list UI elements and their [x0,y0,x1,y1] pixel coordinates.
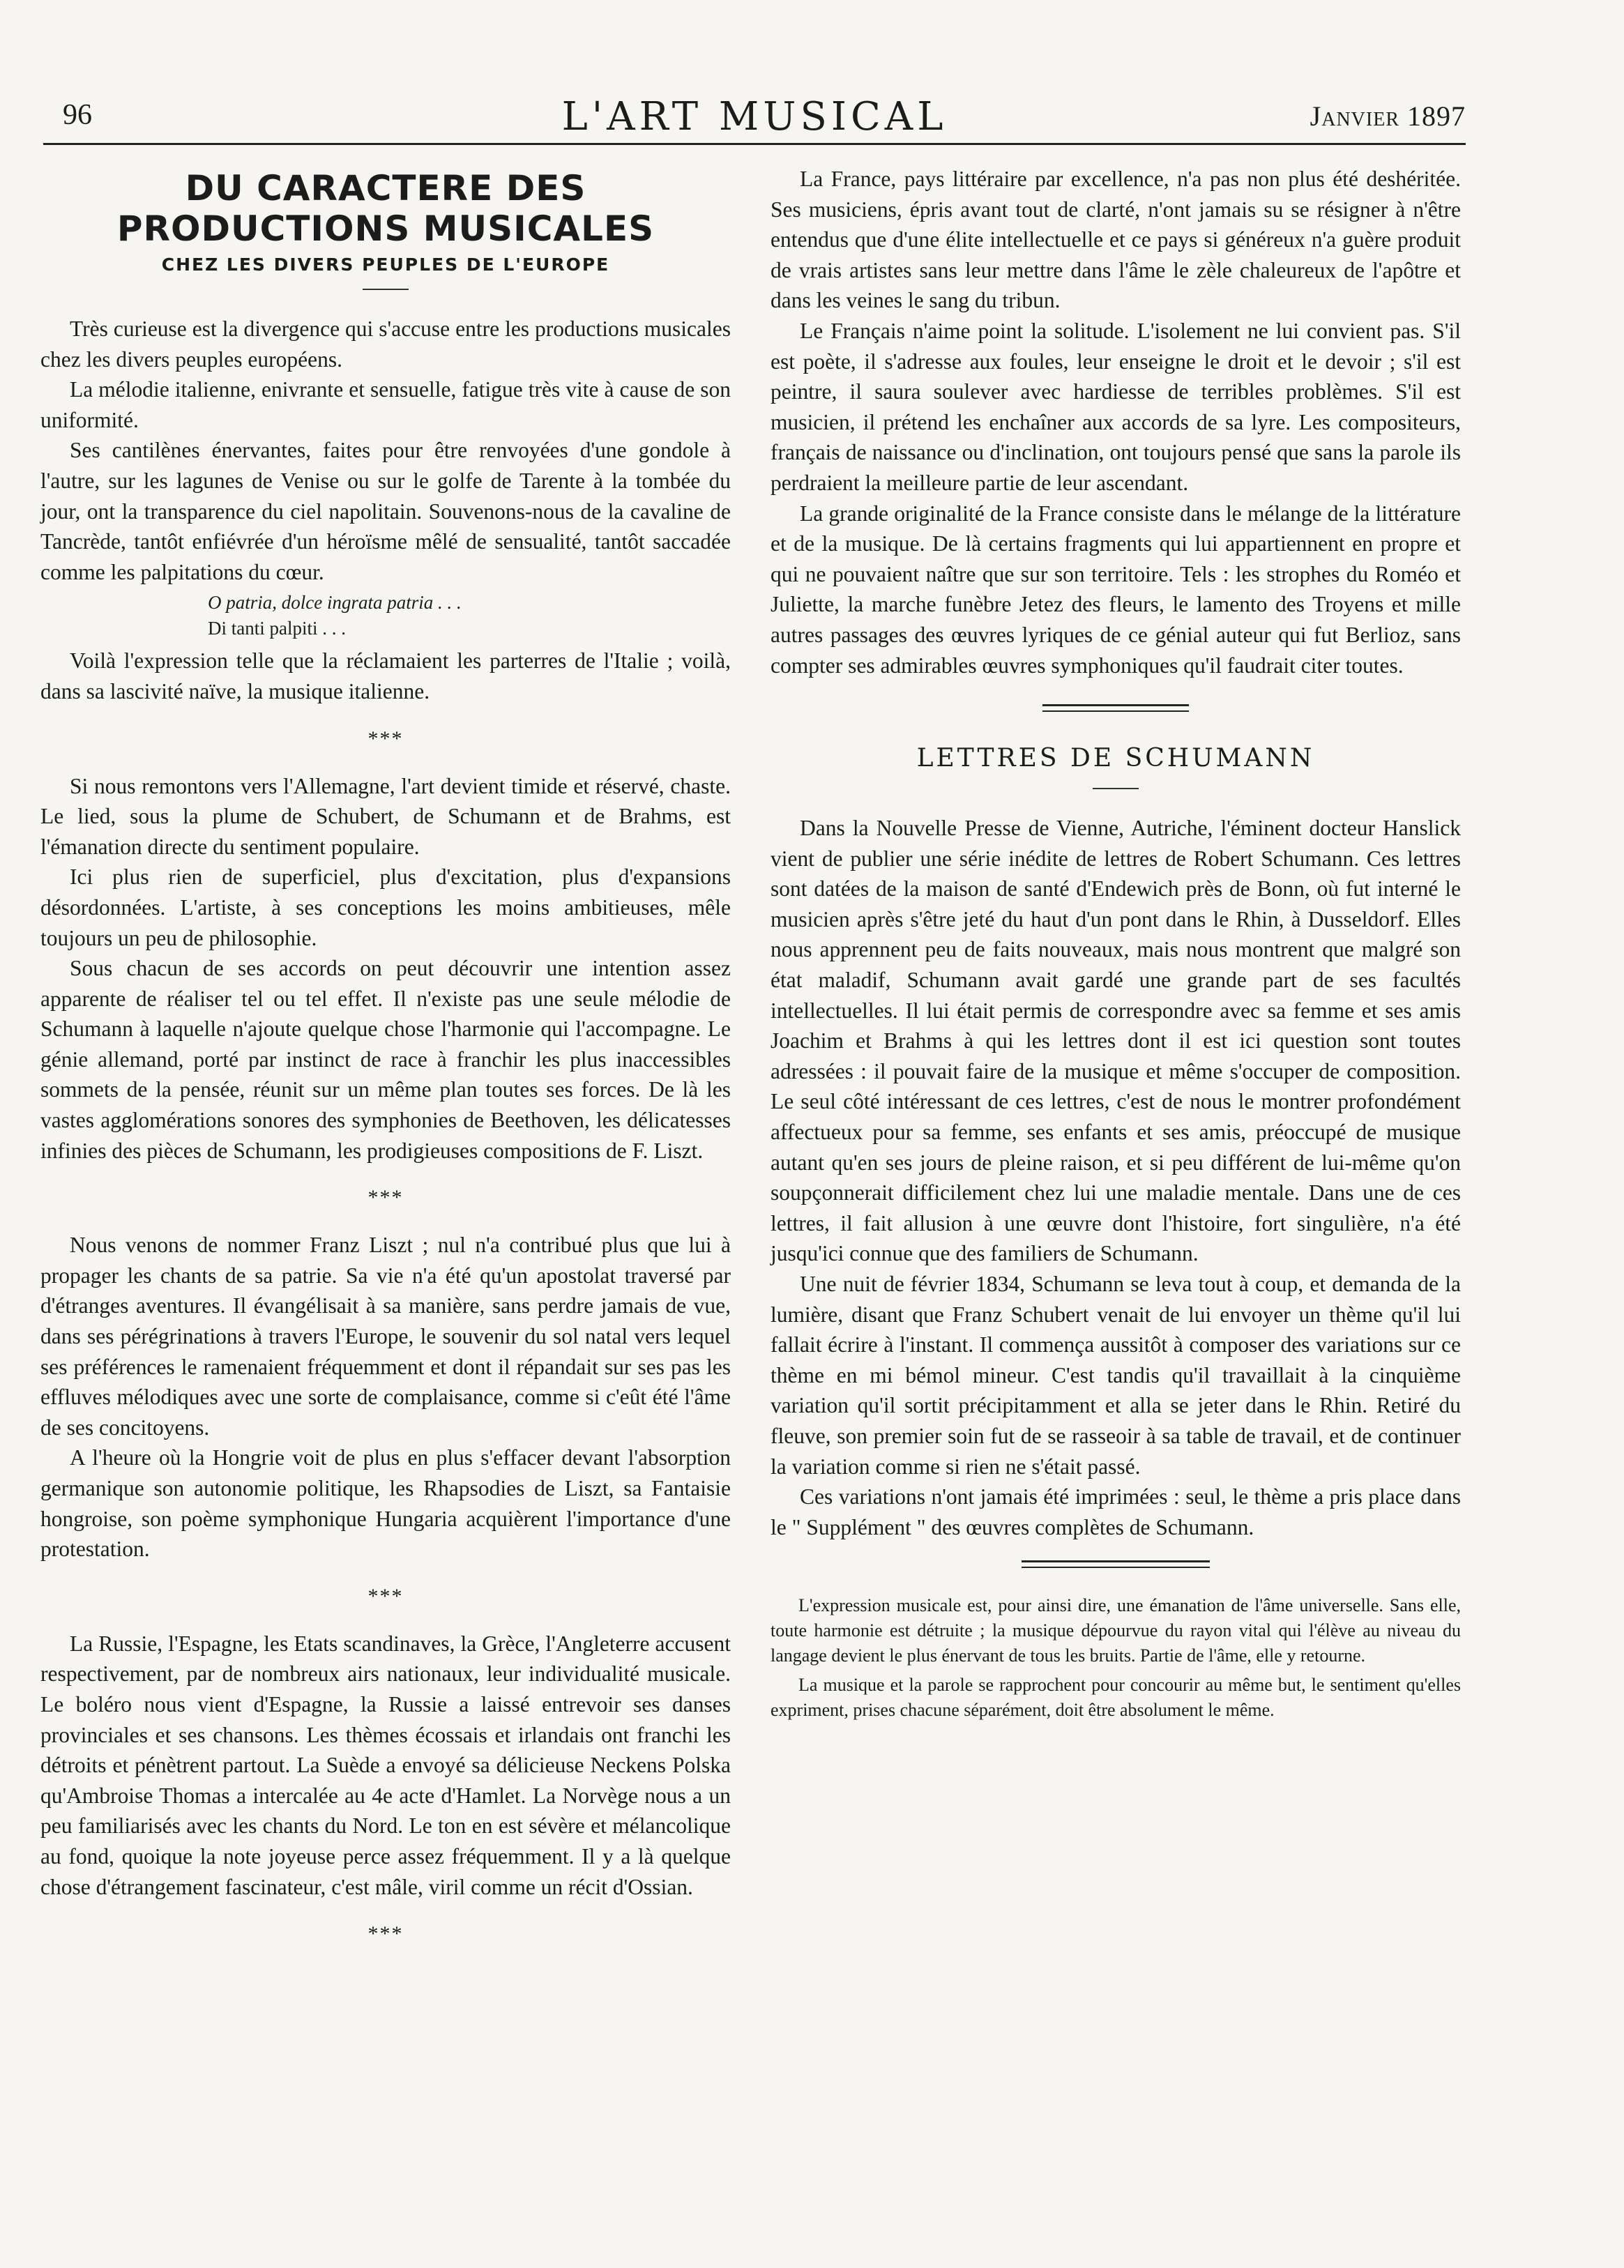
section-asterism: *** [367,1922,404,1946]
note-paragraph: L'expression musicale est, pour ainsi dire, une émanation de l'âme universelle. Sans elle, toute harmonie est détruite ; la musique dépourvue du rayon vital qui l'élève au niveau du langage devient le plus énervant de tous les bruits. Partie de l'âme, elle y retourne. [771,1595,1461,1666]
paragraph: A l'heure où la Hongrie voit de plus en plus s'effacer devant l'absorption germanique son autonomie politique, les Rhapsodies de Liszt, sa Fantaisie hongroise, son poème symphonique Hungaria acquièrent l'importance d'une protestation. [40,1445,731,1562]
header-rule [43,143,1466,145]
paragraph: Le Français n'aime point la solitude. L'isolement ne lui convient pas. S'il est poète, il s'adresse aux foules, leur enseigne le droit et le devoir ; s'il est peintre, il saura soulever avec hardiesse de terribles problèmes. S'il est musicien, il prétend les enchaîner aux accords de sa lyre. Les compositeurs, français de naissance ou d'inclination, ont toujours pensé que sans la parole ils perdraient la meilleure partie de leur ascendant. [771,318,1461,495]
page-header [43,94,1466,143]
paragraph: Sous chacun de ses accords on peut découvrir une intention assez apparente de réaliser tel ou tel effet. Il n'existe pas une seule mélodie de Schumann à laquelle n'ajoute quelque chose l'harmonie qui l'accompagne. Le génie allemand, porté par instinct de race à franchir les plus inaccessibles sommets de la pensée, réunit sur un même plan toutes ses forces. De là les vastes agglomérations sonores des symphonies de Beethoven, les délicatesses infinies des pièces de Schumann, les prodigieuses compositions de F. Liszt. [40,956,731,1163]
verse-line: Di tanti palpiti . . . [208,618,346,639]
article-title: DU CARACTERE DES PRODUCTIONS MUSICALES [116,168,655,249]
paragraph: La France, pays littéraire par excellence, n'a pas non plus été deshéritée. Ses musiciens, épris avant tout de clarté, n'ont jamais su se résigner à n'être entendus que d'une élite intellectuelle et ce pays si généreux n'a guère produit de vrais artistes sans leur mettre dans l'âme le zèle chaleureux de l'apôtre et dans les veines le sang du tribun. [771,167,1461,313]
section-double-rule [1042,704,1189,712]
paragraph: Une nuit de février 1834, Schumann se leva tout à coup, et demanda de la lumière, disant que Franz Schubert venait de lui envoyer un thème qu'il lui fallait écrire à l'instant. Il commença aussitôt à composer des variations sur ce thème en mi bémol mineur. C'est tandis qu'il travaillait à la cinquième variation qu'il sortit précipitamment et alla se jeter dans le Rhin. Retiré du fleuve, son premier soin fut de se rasseoir à sa table de travail, et de continuer la variation comme si rien ne s'était passé. [771,1272,1461,1479]
section-asterism: *** [367,1186,404,1210]
paragraph: La grande originalité de la France consiste dans le mélange de la littérature et de la musique. De là certains fragments qui lui appartiennent en propre et qui ne pouvaient naître que sur son territoire. Tels : les strophes du Roméo et Juliette, la marche funèbre Jetez des fleurs, le lamento des Troyens et mille autres passages des œuvres lyriques de ce génial auteur qui fut Berlioz, sans compter ses admirables œuvres symphoniques qu'il faudrait citer toutes. [771,501,1461,678]
journal-title: L'ART MUSICAL [561,94,948,139]
note-paragraph: La musique et la parole se rapprochent pour concourir au même but, le sentiment qu'elles expriment, prises chacune séparément, doit être absolument le même. [771,1675,1461,1721]
paragraph: Dans la Nouvelle Presse de Vienne, Autriche, l'éminent docteur Hanslick vient de publier une série inédite de lettres de Robert Schumann. Ces lettres sont datées de la maison de santé d'Endewich près de Bonn, où fut interné le musicien après s'être jeté du haut d'un pont dans le Rhin, à Dusseldorf. Elles nous apprennent peu de faits nouveaux, mais nous montrent que malgré son état maladif, Schumann avait gardé une grande part de ses facultés intellectuelles. Il lui était permis de correspondre avec sa femme et ses amis Joachim et Brahms à qui les lettres dont il est ici question sont toutes adressées : il pouvait faire de la musique et même s'occuper de composition. Le seul côté intéressant de ces lettres, c'est de nous le montrer profondément affectueux pour sa femme, ses enfants et ses amis, préoccupé de musique autant qu'en ses jours de pleine raison, et si peu différent de lui-même qu'on soupçonnerait difficilement chez lui une maladie mentale. Dans une de ces lettres, il fait allusion à une œuvre dont l'histoire, fort singulière, n'a été jusqu'ici connue que des familiers de Schumann. [771,816,1461,1266]
paragraph: Très curieuse est la divergence qui s'accuse entre les productions musicales chez les divers peuples européens. [40,317,731,372]
paragraph: Ici plus rien de superficiel, plus d'excitation, plus d'expansions désordonnées. L'artiste, à ses conceptions les moins ambitieuses, mêle toujours un peu de philosophie. [40,865,731,950]
article-subtitle: CHEZ LES DIVERS PEUPLES DE L'EUROPE [161,254,610,275]
title-rule [1093,788,1139,789]
title-rule [363,289,409,290]
section-asterism: *** [367,726,404,750]
paragraph: Nous venons de nommer Franz Liszt ; nul n'a contribué plus que lui à propager les chants de sa patrie. Sa vie n'a été qu'un apostolat traversé par d'étranges aventures. Il évangélisait à sa manière, sans perdre jamais de vue, dans ses pérégrinations à travers l'Europe, le souvenir du sol natal vers lequel ses préférences le ramenaient fréquemment et dont il répandait sur ses pas les effluves mélodiques avec une sorte de complaisance, comme si c'eût été l'âme de ses concitoyens. [40,1233,731,1440]
paragraph: Ces variations n'ont jamais été imprimées : seul, le thème a pris place dans le " Supplément " des œuvres complètes de Schumann. [771,1484,1461,1539]
section-double-rule [1022,1560,1210,1568]
paragraph: Voilà l'expression telle que la réclamaient les parterres de l'Italie ; voilà, dans sa lascivité naïve, la musique italienne. [40,648,731,703]
verse-quote [208,590,731,641]
verse-line: O patria, dolce ingrata patria . . . [208,592,462,614]
section-asterism: *** [367,1584,404,1608]
page-number: 96 [63,99,92,131]
paragraph: Si nous remontons vers l'Allemagne, l'art devient timide et réservé, chaste. Le lied, sous la plume de Schubert, de Schumann et de Brahms, est l'émanation directe du sentiment populaire. [40,773,731,859]
section-title: LETTRES DE SCHUMANN [916,744,1315,773]
paragraph: La Russie, l'Espagne, les Etats scandinaves, la Grèce, l'Angleterre accusent respectivement, par de nombreux airs nationaux, leur individualité musicale. Le boléro nous vient d'Espagne, la Russie a laissé entrevoir ses danses provinciales et ses chansons. Les thèmes écossais et irlandais ont franchi les détroits et pénètrent partout. La Suède a envoyé sa délicieuse Neckens Polska qu'Ambroise Thomas a intercalée au 4e acte d'Hamlet. La Norvège nous a un peu familiarisés avec les chants du Nord. Le ton en est sévère et mélancolique au fond, quoique la note joyeuse perce assez fréquemment. Il y a là quelque chose d'étrangement fascinateur, c'est mâle, viril comme un récit d'Ossian. [40,1631,731,1899]
right-column [771,164,1461,1723]
paragraph: Ses cantilènes énervantes, faites pour être renvoyées d'une gondole à l'autre, sur les lagunes de Venise ou sur le golfe de Tarente à la tombée du jour, ont la transparence du ciel napolitain. Souvenons-nous de la cavaline de Tancrède, tantôt enfiévrée d'un héroïsme mêlé de sensualité, tantôt saccadée comme les palpitations du cœur. [40,438,731,584]
paragraph: La mélodie italienne, enivrante et sensuelle, fatigue très vite à cause de son uniformité. [40,377,731,432]
left-column [40,164,731,1966]
issue-date: Janvier 1897 [1310,100,1466,132]
